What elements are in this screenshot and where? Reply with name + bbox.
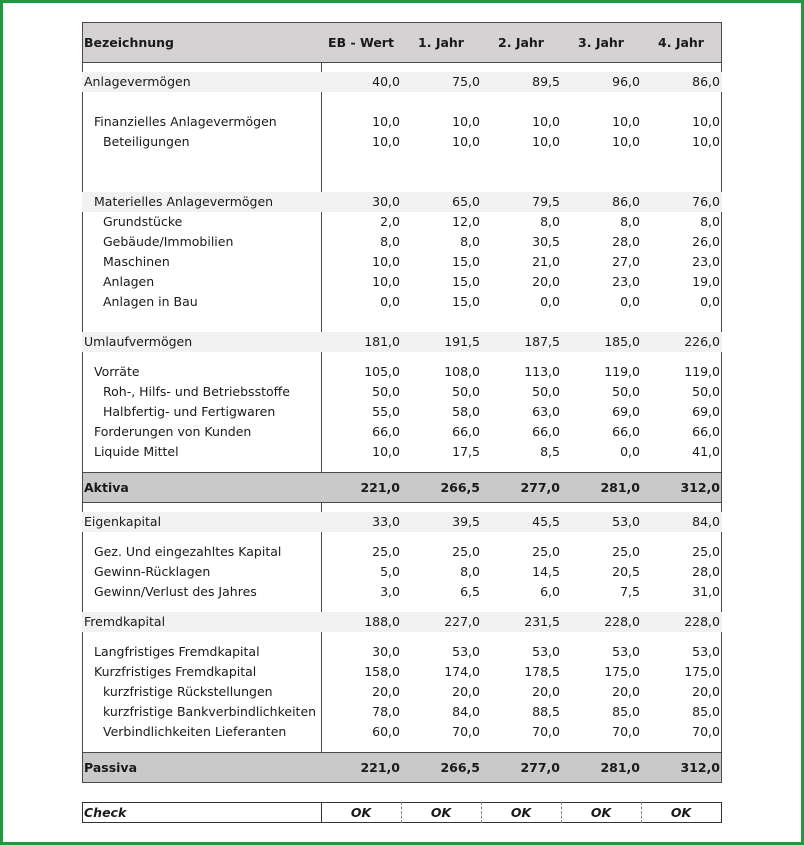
row-label: kurzfristige Rückstellungen bbox=[103, 684, 273, 699]
row-value: 105,0 bbox=[364, 364, 400, 379]
row-value: 53,0 bbox=[612, 644, 640, 659]
table-row bbox=[82, 682, 722, 702]
row-value: 8,0 bbox=[460, 234, 480, 249]
row-value: 6,0 bbox=[540, 584, 560, 599]
table-row bbox=[82, 442, 722, 462]
row-value: 108,0 bbox=[444, 364, 480, 379]
row-value: 66,0 bbox=[532, 424, 560, 439]
row-value: 187,5 bbox=[524, 334, 560, 349]
row-value: 227,0 bbox=[444, 614, 480, 629]
table-row bbox=[82, 72, 722, 92]
table-row bbox=[82, 422, 722, 442]
table-row bbox=[82, 252, 722, 272]
passiva-value: 221,0 bbox=[360, 760, 400, 775]
row-value: 158,0 bbox=[364, 664, 400, 679]
row-value: 27,0 bbox=[612, 254, 640, 269]
row-value: 10,0 bbox=[372, 134, 400, 149]
row-value: 39,5 bbox=[452, 514, 480, 529]
row-value: 45,5 bbox=[532, 514, 560, 529]
row-value: 86,0 bbox=[692, 74, 720, 89]
aktiva-total-row bbox=[82, 472, 722, 503]
row-value: 14,5 bbox=[532, 564, 560, 579]
header-label: Bezeichnung bbox=[84, 35, 174, 50]
row-value: 113,0 bbox=[524, 364, 560, 379]
row-value: 70,0 bbox=[452, 724, 480, 739]
row-value: 0,0 bbox=[620, 294, 640, 309]
check-value: OK bbox=[430, 805, 452, 820]
row-value: 185,0 bbox=[604, 334, 640, 349]
row-value: 20,0 bbox=[372, 684, 400, 699]
row-label: Umlaufvermögen bbox=[84, 334, 193, 349]
row-label: Anlagevermögen bbox=[84, 74, 191, 89]
row-value: 23,0 bbox=[692, 254, 720, 269]
row-value: 85,0 bbox=[692, 704, 720, 719]
row-value: 10,0 bbox=[452, 114, 480, 129]
header-col-year1: 1. Jahr bbox=[418, 35, 464, 50]
header-col-year4: 4. Jahr bbox=[658, 35, 704, 50]
row-value: 10,0 bbox=[532, 134, 560, 149]
row-label: Beteiligungen bbox=[103, 134, 190, 149]
row-value: 40,0 bbox=[372, 74, 400, 89]
row-value: 175,0 bbox=[684, 664, 720, 679]
row-label: Liquide Mittel bbox=[94, 444, 179, 459]
row-value: 53,0 bbox=[452, 644, 480, 659]
check-value: OK bbox=[590, 805, 612, 820]
row-value: 8,0 bbox=[540, 214, 560, 229]
row-value: 20,0 bbox=[692, 684, 720, 699]
row-value: 53,0 bbox=[692, 644, 720, 659]
row-value: 119,0 bbox=[684, 364, 720, 379]
table-row bbox=[82, 562, 722, 582]
row-value: 5,0 bbox=[380, 564, 400, 579]
row-value: 50,0 bbox=[452, 384, 480, 399]
row-value: 55,0 bbox=[372, 404, 400, 419]
row-value: 20,0 bbox=[452, 684, 480, 699]
row-value: 85,0 bbox=[612, 704, 640, 719]
table-row bbox=[82, 272, 722, 292]
table-row bbox=[82, 662, 722, 682]
row-value: 25,0 bbox=[692, 544, 720, 559]
row-value: 86,0 bbox=[612, 194, 640, 209]
passiva-label: Passiva bbox=[84, 760, 138, 775]
row-value: 25,0 bbox=[612, 544, 640, 559]
row-label: Anlagen bbox=[103, 274, 155, 289]
row-value: 3,0 bbox=[380, 584, 400, 599]
row-label: Vorräte bbox=[94, 364, 140, 379]
row-value: 7,5 bbox=[620, 584, 640, 599]
row-value: 15,0 bbox=[452, 294, 480, 309]
passiva-total-row bbox=[82, 752, 722, 783]
row-value: 96,0 bbox=[612, 74, 640, 89]
row-value: 63,0 bbox=[532, 404, 560, 419]
header-row bbox=[82, 22, 722, 63]
row-value: 33,0 bbox=[372, 514, 400, 529]
table-row bbox=[82, 132, 722, 152]
row-value: 8,0 bbox=[700, 214, 720, 229]
row-value: 8,0 bbox=[380, 234, 400, 249]
row-value: 84,0 bbox=[452, 704, 480, 719]
row-label: Eigenkapital bbox=[84, 514, 162, 529]
row-value: 25,0 bbox=[372, 544, 400, 559]
row-value: 25,0 bbox=[452, 544, 480, 559]
row-label: Langfristiges Fremdkapital bbox=[94, 644, 260, 659]
row-value: 30,0 bbox=[372, 644, 400, 659]
row-value: 175,0 bbox=[604, 664, 640, 679]
row-value: 20,0 bbox=[532, 274, 560, 289]
row-value: 20,5 bbox=[612, 564, 640, 579]
aktiva-value: 277,0 bbox=[520, 480, 560, 495]
row-value: 20,0 bbox=[532, 684, 560, 699]
row-value: 84,0 bbox=[692, 514, 720, 529]
row-value: 50,0 bbox=[532, 384, 560, 399]
aktiva-value: 221,0 bbox=[360, 480, 400, 495]
row-value: 10,0 bbox=[612, 134, 640, 149]
row-value: 181,0 bbox=[364, 334, 400, 349]
row-value: 191,5 bbox=[444, 334, 480, 349]
row-value: 21,0 bbox=[532, 254, 560, 269]
row-value: 0,0 bbox=[700, 294, 720, 309]
row-value: 70,0 bbox=[612, 724, 640, 739]
row-value: 78,0 bbox=[372, 704, 400, 719]
row-value: 31,0 bbox=[692, 584, 720, 599]
row-value: 88,5 bbox=[532, 704, 560, 719]
row-label: Anlagen in Bau bbox=[103, 294, 198, 309]
table-row bbox=[82, 612, 722, 632]
row-value: 15,0 bbox=[452, 254, 480, 269]
row-label: kurzfristige Bankverbindlichkeiten bbox=[103, 704, 317, 719]
row-value: 41,0 bbox=[692, 444, 720, 459]
row-value: 10,0 bbox=[372, 444, 400, 459]
check-value: OK bbox=[510, 805, 532, 820]
check-value: OK bbox=[670, 805, 692, 820]
row-value: 66,0 bbox=[612, 424, 640, 439]
row-value: 0,0 bbox=[380, 294, 400, 309]
row-value: 30,0 bbox=[372, 194, 400, 209]
row-label: Halbfertig- und Fertigwaren bbox=[103, 404, 276, 419]
row-value: 26,0 bbox=[692, 234, 720, 249]
row-value: 231,5 bbox=[524, 614, 560, 629]
row-value: 10,0 bbox=[532, 114, 560, 129]
row-value: 58,0 bbox=[452, 404, 480, 419]
row-value: 79,5 bbox=[532, 194, 560, 209]
row-value: 8,0 bbox=[620, 214, 640, 229]
row-value: 66,0 bbox=[452, 424, 480, 439]
aktiva-value: 266,5 bbox=[440, 480, 480, 495]
table-row bbox=[82, 362, 722, 382]
row-value: 70,0 bbox=[692, 724, 720, 739]
row-value: 53,0 bbox=[532, 644, 560, 659]
row-value: 0,0 bbox=[620, 444, 640, 459]
row-value: 75,0 bbox=[452, 74, 480, 89]
row-value: 10,0 bbox=[372, 274, 400, 289]
row-value: 10,0 bbox=[612, 114, 640, 129]
row-label: Finanzielles Anlagevermögen bbox=[94, 114, 277, 129]
row-label: Roh-, Hilfs- und Betriebsstoffe bbox=[103, 384, 290, 399]
passiva-value: 266,5 bbox=[440, 760, 480, 775]
row-value: 15,0 bbox=[452, 274, 480, 289]
row-label: Fremdkapital bbox=[84, 614, 166, 629]
table-row bbox=[82, 512, 722, 532]
row-value: 228,0 bbox=[684, 614, 720, 629]
row-value: 226,0 bbox=[684, 334, 720, 349]
check-label: Check bbox=[84, 805, 127, 820]
table-row bbox=[82, 112, 722, 132]
row-label: Gewinn/Verlust des Jahres bbox=[94, 584, 257, 599]
row-value: 89,5 bbox=[532, 74, 560, 89]
row-label: Verbindlichkeiten Lieferanten bbox=[103, 724, 287, 739]
row-value: 178,5 bbox=[524, 664, 560, 679]
header-col-eb: EB - Wert bbox=[328, 35, 394, 50]
row-value: 10,0 bbox=[452, 134, 480, 149]
row-value: 174,0 bbox=[444, 664, 480, 679]
row-value: 28,0 bbox=[692, 564, 720, 579]
table-row bbox=[82, 292, 722, 312]
aktiva-value: 281,0 bbox=[600, 480, 640, 495]
row-value: 17,5 bbox=[452, 444, 480, 459]
row-value: 2,0 bbox=[380, 214, 400, 229]
row-value: 28,0 bbox=[612, 234, 640, 249]
row-value: 69,0 bbox=[612, 404, 640, 419]
row-value: 53,0 bbox=[612, 514, 640, 529]
passiva-value: 312,0 bbox=[680, 760, 720, 775]
row-value: 66,0 bbox=[372, 424, 400, 439]
table-row bbox=[82, 382, 722, 402]
row-value: 66,0 bbox=[692, 424, 720, 439]
table-row bbox=[82, 212, 722, 232]
row-value: 69,0 bbox=[692, 404, 720, 419]
aktiva-value: 312,0 bbox=[680, 480, 720, 495]
table-row bbox=[82, 582, 722, 602]
row-value: 19,0 bbox=[692, 274, 720, 289]
table-row bbox=[82, 402, 722, 422]
row-value: 10,0 bbox=[372, 254, 400, 269]
row-label: Gez. Und eingezahltes Kapital bbox=[94, 544, 282, 559]
aktiva-label: Aktiva bbox=[84, 480, 129, 495]
row-value: 50,0 bbox=[692, 384, 720, 399]
table-row bbox=[82, 702, 722, 722]
table-row bbox=[82, 332, 722, 352]
check-value: OK bbox=[350, 805, 372, 820]
row-value: 8,5 bbox=[540, 444, 560, 459]
row-value: 0,0 bbox=[540, 294, 560, 309]
passiva-value: 281,0 bbox=[600, 760, 640, 775]
table-row bbox=[82, 642, 722, 662]
row-value: 8,0 bbox=[460, 564, 480, 579]
row-value: 50,0 bbox=[612, 384, 640, 399]
row-value: 60,0 bbox=[372, 724, 400, 739]
check-row bbox=[82, 802, 722, 823]
passiva-value: 277,0 bbox=[520, 760, 560, 775]
row-value: 25,0 bbox=[532, 544, 560, 559]
row-label: Forderungen von Kunden bbox=[94, 424, 252, 439]
row-value: 70,0 bbox=[532, 724, 560, 739]
row-value: 12,0 bbox=[452, 214, 480, 229]
table-row bbox=[82, 192, 722, 212]
row-value: 6,5 bbox=[460, 584, 480, 599]
row-value: 10,0 bbox=[372, 114, 400, 129]
row-value: 76,0 bbox=[692, 194, 720, 209]
table-row bbox=[82, 542, 722, 562]
table-row bbox=[82, 722, 722, 742]
table-row bbox=[82, 232, 722, 252]
row-value: 50,0 bbox=[372, 384, 400, 399]
row-value: 228,0 bbox=[604, 614, 640, 629]
row-value: 119,0 bbox=[604, 364, 640, 379]
row-value: 23,0 bbox=[612, 274, 640, 289]
header-col-year2: 2. Jahr bbox=[498, 35, 544, 50]
row-label: Gebäude/Immobilien bbox=[103, 234, 234, 249]
row-value: 10,0 bbox=[692, 114, 720, 129]
row-value: 188,0 bbox=[364, 614, 400, 629]
row-label: Maschinen bbox=[103, 254, 170, 269]
row-label: Gewinn-Rücklagen bbox=[94, 564, 211, 579]
row-value: 65,0 bbox=[452, 194, 480, 209]
row-label: Grundstücke bbox=[103, 214, 183, 229]
header-col-year3: 3. Jahr bbox=[578, 35, 624, 50]
row-label: Kurzfristiges Fremdkapital bbox=[94, 664, 257, 679]
row-value: 10,0 bbox=[692, 134, 720, 149]
row-value: 30,5 bbox=[532, 234, 560, 249]
row-label: Materielles Anlagevermögen bbox=[94, 194, 274, 209]
row-value: 20,0 bbox=[612, 684, 640, 699]
